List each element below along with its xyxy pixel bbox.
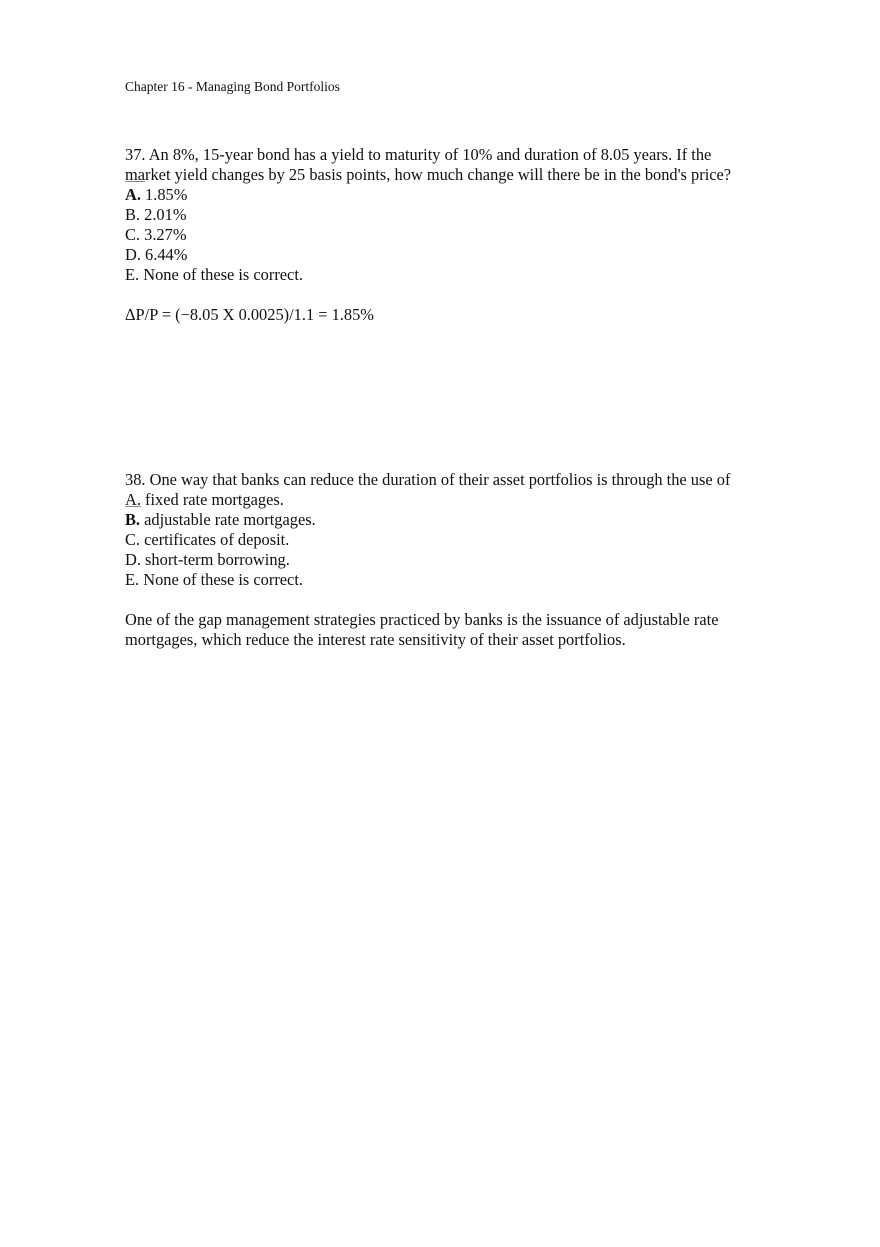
running-header: Chapter 16 - Managing Bond Portfolios <box>125 79 340 94</box>
answer-option-e <box>125 570 785 590</box>
spacer <box>125 590 785 610</box>
question-38 <box>125 470 785 650</box>
option-letter: A. <box>125 185 141 204</box>
option-text: None of these is correct. <box>143 265 303 284</box>
answer-explanation: ΔP/P = (−8.05 X 0.0025)/1.1 = 1.85% <box>125 305 374 324</box>
option-letter: D. <box>125 550 141 569</box>
answer-option-b <box>125 510 785 530</box>
question-stem-line <box>125 145 785 165</box>
answer-option-a <box>125 490 785 510</box>
spacer <box>125 285 785 305</box>
option-letter: B. <box>125 510 141 529</box>
option-text: 2.01% <box>144 205 187 224</box>
option-letter: E. <box>125 265 140 284</box>
answer-option-a <box>125 185 785 205</box>
answer-option-d <box>125 550 785 570</box>
option-text: fixed rate mortgages. <box>145 490 284 509</box>
option-text: short-term borrowing. <box>145 550 290 569</box>
answer-option-d <box>125 245 785 265</box>
answer-option-e <box>125 265 785 285</box>
option-letter: E. <box>125 570 140 589</box>
question-stem-text: An 8%, 15-year bond has a yield to maturity of 10% and duration of 8.05 years. If the <box>148 145 712 164</box>
question-stem-text: ma <box>125 165 146 184</box>
question-stem-line <box>125 470 785 490</box>
option-text: certificates of deposit. <box>144 530 290 549</box>
question-number: 37. <box>125 145 146 164</box>
answer-option-b <box>125 205 785 225</box>
option-letter: B. <box>125 205 141 224</box>
question-number: 38. <box>125 470 146 489</box>
option-letter: C. <box>125 225 141 244</box>
answer-explanation-line: mortgages, which reduce the interest rate sensitivity of their asset portfolios. <box>125 630 626 649</box>
option-letter: D. <box>125 245 141 264</box>
option-text: adjustable rate mortgages. <box>144 510 316 529</box>
answer-option-c <box>125 530 785 550</box>
option-letter: A. <box>125 490 141 509</box>
option-text: 3.27% <box>144 225 187 244</box>
answer-option-c <box>125 225 785 245</box>
option-text: None of these is correct. <box>143 570 303 589</box>
option-letter: C. <box>125 530 141 549</box>
option-text: 1.85% <box>145 185 188 204</box>
question-stem-text: One way that banks can reduce the duration of their asset portfolios is through the use of <box>149 470 731 489</box>
question-stem-line <box>125 165 785 185</box>
question-37 <box>125 145 785 325</box>
answer-explanation-line: One of the gap management strategies practiced by banks is the issuance of adjustable rate <box>125 610 719 629</box>
question-stem-text: rket yield changes by 25 basis points, how much change will there be in the bond's price? <box>145 165 732 184</box>
option-text: 6.44% <box>145 245 188 264</box>
